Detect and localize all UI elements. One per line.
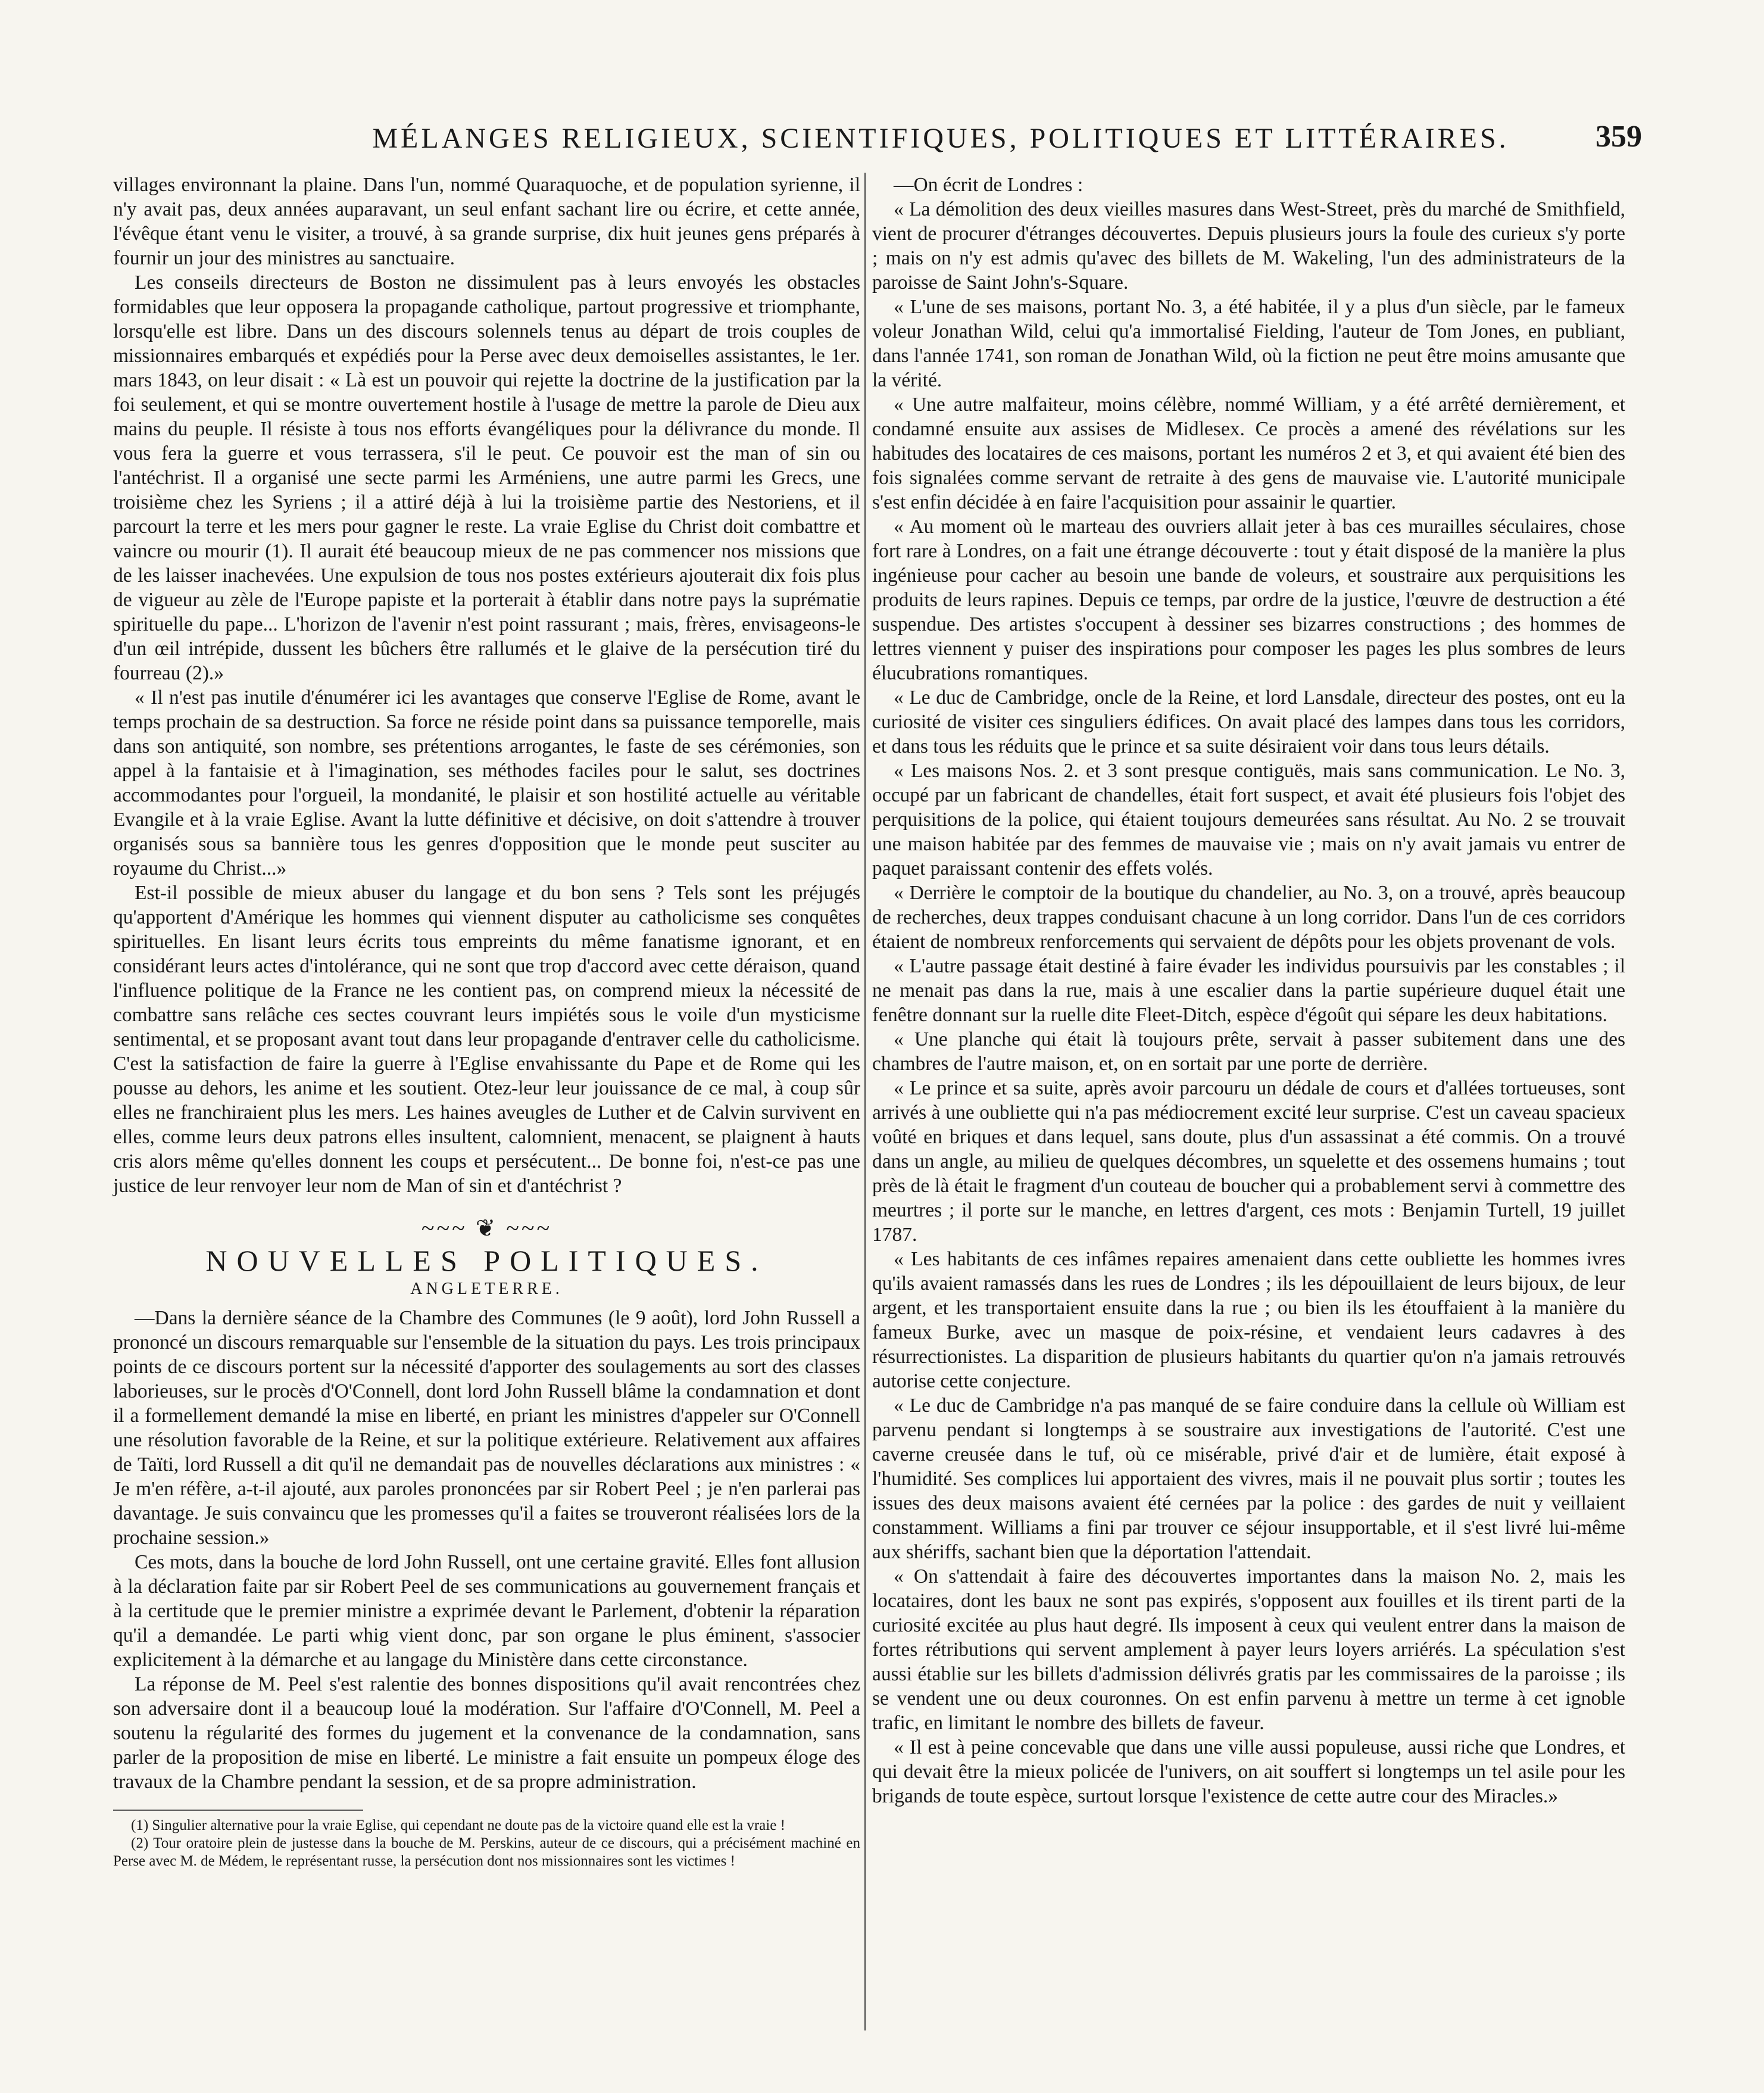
news-paragraph: « Les maisons Nos. 2. et 3 sont presque contiguës, mais sans communication. Le No. 3, occupé par un fabricant de chandelles, était fort suspect, et avait été plusieurs fois l'objet des perquisitions de la police, qui étaient toujours demeurées sans résultat. Au No. 2 se trouvait une maison habitée par des femmes de mauvaise vie ; mais on n'y avait jamais vu entrer de paquet paraissant contenir des effets volés.: [872, 760, 1625, 879]
news-paragraph: « Les habitants de ces infâmes repaires amenaient dans cette oubliette les hommes ivres qu'ils avaient ramassés dans les rues de Londres ; ils les dépouillaient de leurs bijoux, de leur argent, et les transportaient ensuite dans la rue ; ou bien ils les étouffaient à la manière du fameux Burke, avec un masque de poix-résine, et vendaient leurs cadavres à des résurrectionistes. La disparition de plusieurs habitants du quartier qu'on n'a jamais retrouvés autorise cette conjecture.: [872, 1248, 1625, 1392]
footnote: (2) Tour oratoire plein de justesse dans la bouche de M. Perskins, auteur de ce discours, qui a précisément machiné en Perse avec M. de Médem, le représentant russe, la persécution dont nos missionnaires sont les victimes !: [113, 1835, 860, 1869]
news-paragraph: « Une autre malfaiteur, moins célèbre, nommé William, y a été arrêté dernièrement, et condamné ensuite aux assises de Midlesex. Ce procès a amené des révélations sur les habitudes des locataires de ces maisons, portant les numéros 2 et 3, et qui avaient été bien des fois signalées comme servant de retraite à des gens de mauvaise vie. L'autorité municipale s'est enfin décidée à en faire l'acquisition pour assainir le quartier.: [872, 394, 1625, 513]
left-column: [113, 173, 860, 1870]
politics-paragraph: Ces mots, dans la bouche de lord John Russell, ont une certaine gravité. Elles font allusion à la déclaration faite par sir Robert Peel de ses communications au gouvernement français et à la certitude que le premier ministre a exprimée devant le Parlement, d'obtenir la réparation qu'il a demandée. Le parti whig vient donc, par son organe le plus éminent, s'associer explicitement à la démarche et au langage du Ministère dans cette circonstance.: [113, 1551, 860, 1671]
ornament-divider: ~~~ ❦ ~~~: [421, 1215, 552, 1242]
right-column: [872, 173, 1625, 1808]
news-paragraph: « On s'attendait à faire des découvertes importantes dans la maison No. 2, mais les locataires, dont les baux ne sont pas expirés, s'opposent aux fouilles et ils tirent parti de la curiosité excitée au plus haut degré. Ils imposent à ceux qui veulent entrer dans la maison de fortes rétributions qui servent amplement à payer leurs loyers arriérés. La spéculation s'est aussi établie sur les billets d'admission délivrés gratis par les commissaires de la paroisse ; ils se vendent une ou deux couronnes. On est enfin parvenu à mettre un terme à cet ignoble trafic, en limitant le nombre des billets de faveur.: [872, 1565, 1625, 1734]
section-title: NOUVELLES POLITIQUES.: [205, 1244, 768, 1277]
news-paragraph: « L'une de ses maisons, portant No. 3, a été habitée, il y a plus d'un siècle, par le fameux voleur Jonathan Wild, celui qu'a immortalisé Fielding, l'auteur de Tom Jones, en publiant, dans l'année 1741, son roman de Jonathan Wild, où la fiction ne peut être moins amusante que la vérité.: [872, 296, 1625, 391]
article-paragraph: villages environnant la plaine. Dans l'un, nommé Quaraquoche, et de population syrienne, il n'y avait pas, deux années auparavant, un seul enfant sachant lire ou écrire, et cette année, l'évêque étant venu le visiter, a trouvé, à sa grande surprise, dix huit jeunes gens préparés à fournir un jour des ministres au sanctuaire.: [113, 174, 860, 269]
article-paragraph: Les conseils directeurs de Boston ne dissimulent pas à leurs envoyés les obstacles formidables que leur opposera la propagande catholique, partout progressive et triomphante, lorsqu'elle est libre. Dans un des discours solennels tenus au départ de trois couples de missionnaires embarqués et expédiés pour la Perse avec deux demoiselles assistantes, le 1er. mars 1843, on leur disait : « Là est un pouvoir qui rejette la doctrine de la justification par la foi seulement, et qui se montre ouvertement hostile à l'usage de mettre la parole de Dieu aux mains du peuple. Il résiste à tous nos efforts évangéliques pour la délivrance du monde. Il vous fera la guerre et vous terrassera, s'il le peut. Ce pouvoir est the man of sin ou l'antéchrist. Il a organisé une secte parmi les Arméniens, une autre parmi les Grecs, une troisième chez les Syriens ; il a attiré déjà à lui la troisième partie des Nestoriens, et il parcourt la terre et les mers pour gagner le reste. La vraie Eglise du Christ doit combattre et vaincre ou mourir (1). Il aurait été beaucoup mieux de ne pas commencer nos missions que de les laisser inachevées. Une expulsion de tous nos postes extérieurs ajouterait dix fois plus de vigueur au zèle de l'Europe papiste et la porterait à établir dans notre pays la suprématie spirituelle du pape... L'horizon de l'avenir n'est point rassurant ; mais, frères, envisageons-le d'un œil intrépide, dussent les bûchers être rallumés et le glaive de la persécution tiré du fourreau (2).»: [113, 272, 860, 684]
footnote: (1) Singulier alternative pour la vraie Eglise, qui cependant ne doute pas de la victoire quand elle est la vraie !: [131, 1817, 785, 1833]
politics-paragraph: La réponse de M. Peel s'est ralentie des bonnes dispositions qu'il avait rencontrées chez son adversaire dont il a beaucoup loué la modération. Sur l'affaire d'O'Connell, M. Peel a soutenu la régularité des formes du jugement et la convenance de la condamnation, sans parler de la proposition de mise en liberté. Le ministre a fait ensuite un pompeux éloge des travaux de la Chambre pendant la session, et de sa propre administration.: [113, 1673, 860, 1793]
news-paragraph: « L'autre passage était destiné à faire évader les individus poursuivis par les constables ; il ne menait pas dans la rue, mais à une escalier dans la partie supérieure duquel était une fenêtre donnant sur la ruelle dite Fleet-Ditch, espèce d'égoût qui sépare les deux habitations.: [872, 955, 1625, 1026]
news-paragraph: « Le prince et sa suite, après avoir parcouru un dédale de cours et d'allées tortueuses, sont arrivés à une oubliette qui n'a pas médiocrement excité leur surprise. C'est un caveau spacieux voûté en briques et dans lequel, sans doute, plus d'un assassinat a été commis. On a trouvé dans un angle, au milieu de quelques décombres, un squelette et des ossemens humains ; tout près de là était le fragment d'un couteau de boucher qui a probablement servi à commettre des meurtres ; il porte sur le manche, en lettres d'argent, ces mots : Benjamin Turtell, 19 juillet 1787.: [872, 1077, 1625, 1246]
news-paragraph: « Au moment où le marteau des ouvriers allait jeter à bas ces murailles séculaires, chose fort rare à Londres, on a fait une étrange découverte : tout y était disposé de la manière la plus ingénieuse pour cacher au besoin une bande de voleurs, et soustraire aux perquisitions les produits de leurs rapines. Depuis ce temps, par ordre de la justice, l'œuvre de destruction a été suspendue. Des artistes s'occupent à dessiner ses bizarres constructions ; des hommes de lettres viennent y puiser des inspirations pour composer les pages les plus sombres de leurs élucubrations romantiques.: [872, 516, 1625, 684]
politics-paragraph: —Dans la dernière séance de la Chambre des Communes (le 9 août), lord John Russell a prononcé un discours remarquable sur l'ensemble de la situation du pays. Les trois principaux points de ce discours portent sur la nécessité d'apporter des soulagements au sort des classes laborieuses, sur le procès d'O'Connell, dont lord John Russell blâme la condamnation et dont il a formellement demandé la mise en liberté, en priant les ministres d'appeler sur O'Connell une résolution favorable de la Reine, et sur la politique extérieure. Relativement aux affaires de Taïti, lord Russell a dit qu'il ne demandait pas de nouvelles déclarations aux ministres : « Je m'en réfère, a-t-il ajouté, aux paroles prononcées par sir Robert Peel ; je n'en parlerai pas davantage. Je suis convaincu que les promesses qu'il a faites se trouveront réalisées lors de la prochaine session.»: [113, 1307, 860, 1549]
news-paragraph: « Une planche qui était là toujours prête, servait à passer subitement dans une des chambres de l'autre maison, et, on en sortait par une porte de derrière.: [872, 1028, 1625, 1075]
news-paragraph: « La démolition des deux vieilles masures dans West-Street, près du marché de Smithfield, vient de procurer d'étranges découvertes. Depuis plusieurs jours la foule des curieux s'y porte ; mais on n'y est admis qu'avec des billets de M. Wakeling, l'un des administrateurs de la paroisse de Saint John's-Square.: [872, 198, 1625, 294]
subsection-title: ANGLETERRE.: [410, 1280, 563, 1298]
news-paragraph: « Il est à peine concevable que dans une ville aussi populeuse, aussi riche que Londres, et qui devait être la mieux policée de l'univers, on ait souffert si longtemps un tel asile pour les brigands de toute espèce, surtout lorsque l'existence de cette autre cour des Miracles.»: [872, 1736, 1625, 1807]
news-paragraph: —On écrit de Londres :: [894, 174, 1084, 196]
article-paragraph: Est-il possible de mieux abuser du langage et du bon sens ? Tels sont les préjugés qu'apportent d'Amérique les hommes qui viennent disputer au catholicisme ses conquêtes spirituelles. En lisant leurs écrits tous empreints du même fanatisme ignorant, et en considérant leurs actes d'intolérance, qui ne sont que trop d'accord avec cette déraison, quand l'influence politique de la France ne les contient pas, on comprend mieux la nécessité de combattre sans relâche ces sectes couvrant leurs impiétés sous le voile d'un mysticisme sentimental, et se proposant avant tout dans leur propagande d'entraver celle du catholicisme. C'est la satisfaction de faire la guerre à l'Eglise envahissante du Pape et de Rome qui les pousse au dehors, les anime et les soutient. Otez-leur leur jouissance de ce mal, à coup sûr elles ne franchiraient plus les mers. Les haines aveugles de Luther et de Calvin survivent en elles, comme leurs deux patrons elles insultent, calomnient, menacent, se plaignent à hauts cris alors même qu'elles donnent les coups et persécutent... De bonne foi, n'est-ce pas une justice de leur renvoyer leur nom de Man of sin et d'antéchrist ?: [113, 882, 860, 1197]
running-title: MÉLANGES RELIGIEUX, SCIENTIFIQUES, POLITIQUES ET LITTÉRAIRES.: [372, 123, 1509, 154]
footnote-divider: [113, 1810, 363, 1811]
news-paragraph: « Derrière le comptoir de la boutique du chandelier, au No. 3, on a trouvé, après beaucoup de recherches, deux trappes conduisant chacune à un long corridor. Dans l'un de ces corridors étaient de nombreux renforcements qui servaient de dépôts pour les objets provenant de vols.: [872, 882, 1625, 953]
article-paragraph: « Il n'est pas inutile d'énumérer ici les avantages que conserve l'Eglise de Rome, avant le temps prochain de sa destruction. Sa force ne réside point dans sa puissance temporelle, mais dans son antiquité, son nombre, ses prétentions arrogantes, le faste de ses cérémonies, son appel à la fantaisie et à l'imagination, ses méthodes faciles pour le salut, ses doctrines accommodantes pour l'orgueil, la mondanité, le plaisir et son hostilité actuelle au véritable Evangile et à la vraie Eglise. Avant la lutte définitive et décisive, on doit s'attendre à trouver organisés sous sa bannière tous les genres d'opposition que le monde peut susciter au royaume du Christ...»: [113, 687, 860, 879]
column-rule: [864, 173, 866, 2030]
news-paragraph: « Le duc de Cambridge, oncle de la Reine, et lord Lansdale, directeur des postes, ont eu la curiosité de visiter ces singuliers édifices. On avait placé des lampes dans tous les corridors, et dans tous les réduits que le prince et sa suite désiraient voir dans tous leurs détails.: [872, 687, 1625, 757]
news-paragraph: « Le duc de Cambridge n'a pas manqué de se faire conduire dans la cellule où William est parvenu pendant si longtemps à se soustraire aux investigations de l'autorité. C'est une caverne creusée dans le tuf, où ce misérable, privé d'air et de lumière, était exposé à l'humidité. Ses complices lui apportaient des vivres, mais il ne pouvait plus sortir ; toutes les issues des deux maisons avaient été cernées par la police : des gardes de nuit y veillaient constamment. Williams a fini par trouver ce séjour insupportable, et il s'est livré lui-même aux shériffs, sachant bien que la déportation l'attendait.: [872, 1395, 1625, 1563]
page-number: 359: [1596, 120, 1642, 154]
